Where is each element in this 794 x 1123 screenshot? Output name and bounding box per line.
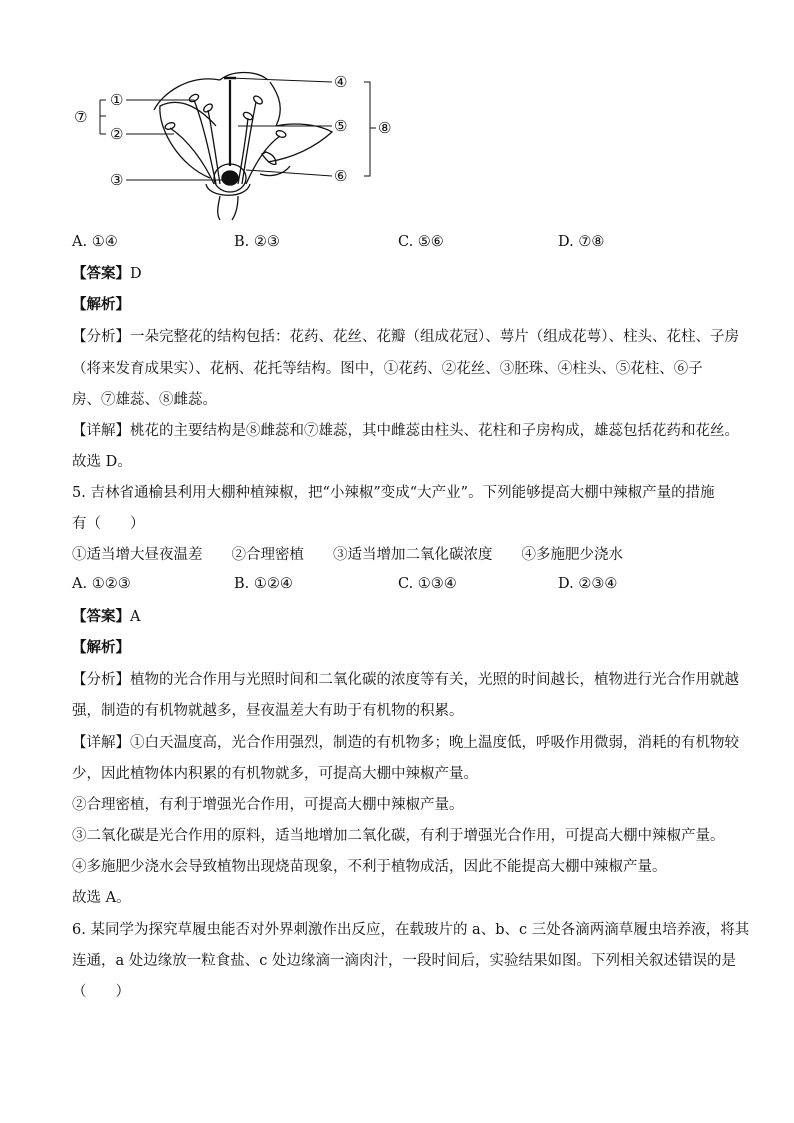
q5-analysis-heading: 【解析】: [72, 639, 130, 656]
q5-options: [72, 576, 732, 596]
flower-structure-diagram: [70, 66, 400, 222]
q4-option-b: B. ②③: [234, 234, 280, 250]
q5-fenxi-line-2: 强，制造的有机物就越多，昼夜温差大有助于有机物的积累。: [72, 703, 464, 719]
q6-stem-line-1: 6. 某同学为探究草履虫能否对外界刺激作出反应，在载玻片的 a、b、c 三处各滴两滴草履虫培养液，将其: [72, 922, 750, 938]
label-2: ②: [110, 125, 124, 143]
label-8: ⑧: [378, 119, 392, 137]
q5-option-c: C. ①③④: [398, 576, 457, 592]
ovule: [222, 171, 238, 185]
q4-options: [72, 234, 732, 254]
anther: [188, 93, 200, 103]
q5-fenxi-line-1: 【分析】植物的光合作用与光照时间和二氧化碳的浓度等有关，光照的时间越长，植物进行光合作用就越: [72, 672, 739, 688]
q4-answer: 【答案】D: [72, 265, 142, 282]
q4-fenxi-line-1: 【分析】一朵完整花的结构包括：花药、花丝、花瓣（组成花冠）、萼片（组成花萼）、柱头、花柱、子房: [72, 329, 739, 345]
q5-stem-line-2: 有（ ）: [72, 516, 145, 532]
label-3: ③: [110, 171, 124, 189]
q5-xiangjie-line-1: 【详解】①白天温度高，光合作用强烈，制造的有机物多；晚上温度低，呼吸作用微弱，消耗的有机物较: [72, 735, 739, 751]
label-1: ①: [110, 91, 124, 109]
q5-stem-line-1: 5. 吉林省通榆县利用大棚种植辣椒，把“小辣椒”变成“大产业”。下列能够提高大棚中辣椒产量的措施: [72, 485, 715, 501]
q4-fenxi-line-2: （将来发育成果实）、花柄、花托等结构。图中，①花药、②花丝、③胚珠、④柱头、⑤花柱、⑥子: [72, 361, 703, 377]
q5-xiangjie-line-3: ②合理密植，有利于增强光合作用，可提高大棚中辣椒产量。: [72, 797, 464, 813]
q6-stem-line-3: （ ）: [72, 984, 130, 1000]
q5-xiangjie-line-4: ③二氧化碳是光合作用的原料，适当地增加二氧化碳，有利于增强光合作用，可提高大棚中辣椒产量。: [72, 828, 725, 844]
q4-xiangjie-line-1: 【详解】桃花的主要结构是⑧雌蕊和⑦雄蕊，其中雌蕊由柱头、花柱和子房构成，雄蕊包括花药和花丝。: [72, 423, 739, 439]
q4-conclusion: 故选 D。: [72, 454, 132, 470]
label-7: ⑦: [74, 108, 88, 126]
q4-analysis-heading: 【解析】: [72, 296, 130, 313]
q4-option-d: D. ⑦⑧: [558, 234, 605, 250]
q5-xiangjie-line-5: ④多施肥少浇水会导致植物出现烧苗现象，不利于植物成活，因此不能提高大棚中辣椒产量。: [72, 859, 667, 875]
label-6: ⑥: [334, 167, 348, 185]
label-4: ④: [334, 73, 348, 91]
label-5: ⑤: [334, 117, 348, 135]
q4-option-c: C. ⑤⑥: [398, 234, 444, 250]
flower-stalk: [218, 196, 238, 220]
q5-option-d: D. ②③④: [558, 576, 618, 592]
q5-option-a: A. ①②③: [72, 576, 131, 592]
q4-option-a: A. ①④: [72, 234, 118, 250]
right-petal: [268, 124, 332, 162]
q4-fenxi-line-3: 房、⑦雄蕊、⑧雌蕊。: [72, 392, 217, 408]
q6-stem-line-2: 连通，a 处边缘放一粒食盐、c 处边缘滴一滴肉汁，一段时间后，实验结果如图。下列相关叙述错误的是: [72, 953, 736, 969]
q5-measures: ①适当增大昼夜温差 ②合理密植 ③适当增加二氧化碳浓度 ④多施肥少浇水: [72, 547, 623, 563]
q5-answer: 【答案】A: [72, 608, 141, 625]
left-petal: [160, 102, 216, 178]
q5-xiangjie-line-2: 少，因此植物体内积累的有机物就多，可提高大棚中辣椒产量。: [72, 766, 478, 782]
q5-option-b: B. ①②④: [234, 576, 293, 592]
q5-conclusion: 故选 A。: [72, 890, 131, 906]
